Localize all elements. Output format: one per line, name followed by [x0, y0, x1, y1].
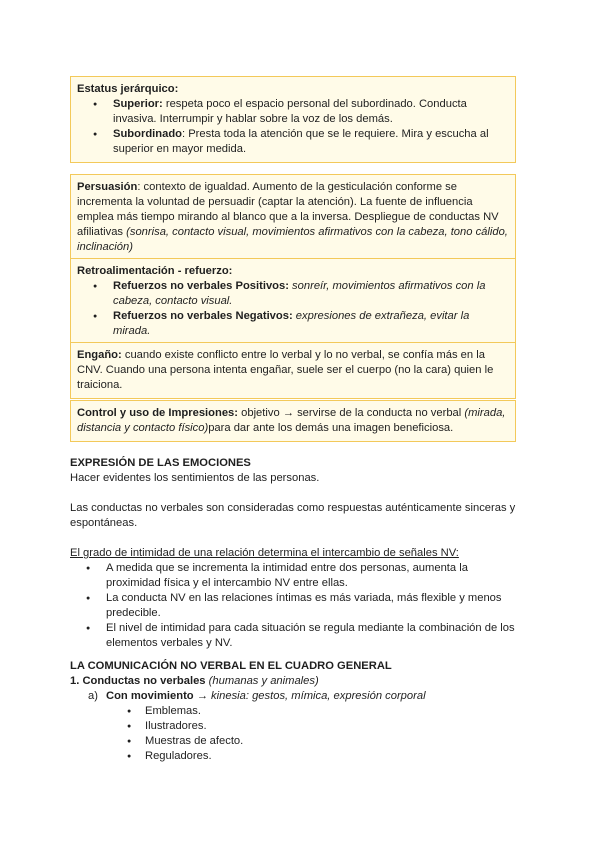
retro-list: [77, 279, 509, 339]
persuasion-label: Persuasión: [77, 181, 138, 193]
cuadro-section: [70, 659, 520, 764]
list-item: ● A medida que se incrementa la intimidad entre dos personas, aumenta la proximidad física y el intercambio NV entre ellas.: [70, 561, 520, 591]
list-item: ● Emblemas.: [70, 704, 520, 719]
estatus-title: Estatus jerárquico:: [77, 83, 179, 95]
estatus-list: [77, 97, 509, 157]
sub-list: [70, 704, 520, 764]
estatus-box: [70, 76, 516, 163]
control-text: objetivo → servirse de la conducta no verbal: [238, 407, 465, 419]
sub-item-a: a) Con movimiento → kinesia: gestos, mímica, expresión corporal: [88, 690, 426, 702]
list-item: ● Reguladores.: [70, 749, 520, 764]
numbered-item: 1. Conductas no verbales (humanas y animales): [70, 675, 319, 687]
persuasion-italic: (sonrisa, contacto visual, movimientos afirmativos con la cabeza, tono cálido, inclinación): [77, 226, 508, 253]
control-box: [70, 400, 516, 442]
section-heading: LA COMUNICACIÓN NO VERBAL EN EL CUADRO GENERAL: [70, 660, 392, 672]
emociones-section: [70, 456, 520, 651]
engano-box: [70, 342, 516, 399]
list-item: ● Muestras de afecto.: [70, 734, 520, 749]
control-text-end: para dar ante los demás una imagen beneficiosa.: [208, 422, 454, 434]
engano-text: cuando existe conflicto entre lo verbal y lo no verbal, se confía más en la CNV. Cuando una persona intenta engañar, suele ser el cuerpo (no la cara) quien le traiciona.: [77, 349, 494, 391]
underlined-statement: El grado de intimidad de una relación determina el intercambio de señales NV:: [70, 547, 459, 559]
list-item: ● Refuerzos no verbales Negativos: expresiones de extrañeza, evitar la mirada.: [77, 309, 509, 339]
list-item: ● Ilustradores.: [70, 719, 520, 734]
list-item: ● Superior: respeta poco el espacio personal del subordinado. Conducta invasiva. Interrumpir y hablar sobre la voz de los demás.: [77, 97, 509, 127]
control-italic: (mirada, distancia y contacto físico): [77, 407, 506, 434]
paragraph: Las conductas no verbales son consideradas como respuestas auténticamente sinceras y espontáneas.: [70, 502, 516, 529]
list-item: ● La conducta NV en las relaciones íntimas es más variada, más flexible y menos predecible.: [70, 591, 520, 621]
retro-title: Retroalimentación - refuerzo:: [77, 265, 233, 277]
control-label: Control y uso de Impresiones:: [77, 407, 239, 419]
retroalimentacion-box: [70, 258, 516, 345]
engano-label: Engaño:: [77, 349, 122, 361]
persuasion-box: [70, 174, 516, 261]
list-item: ● Subordinado: Presta toda la atención que se le requiere. Mira y escucha al superior en mayor medida.: [77, 127, 509, 157]
list-item: ● Refuerzos no verbales Positivos: sonreír, movimientos afirmativos con la cabeza, contacto visual.: [77, 279, 509, 309]
paragraph: Hacer evidentes los sentimientos de las personas.: [70, 472, 320, 484]
section-heading: EXPRESIÓN DE LAS EMOCIONES: [70, 457, 251, 469]
list-item: ● El nivel de intimidad para cada situación se regula mediante la combinación de los elementos verbales y NV.: [70, 621, 520, 651]
persuasion-text: : contexto de igualdad. Aumento de la gesticulación conforme se incrementa la voluntad de persuadir (captar la atención). La fuente de influencia emplea más tiempo mirando al blanco que a la inversa. Despliegue de conductas NV afiliativas: [77, 181, 499, 238]
emociones-list: [70, 561, 520, 651]
